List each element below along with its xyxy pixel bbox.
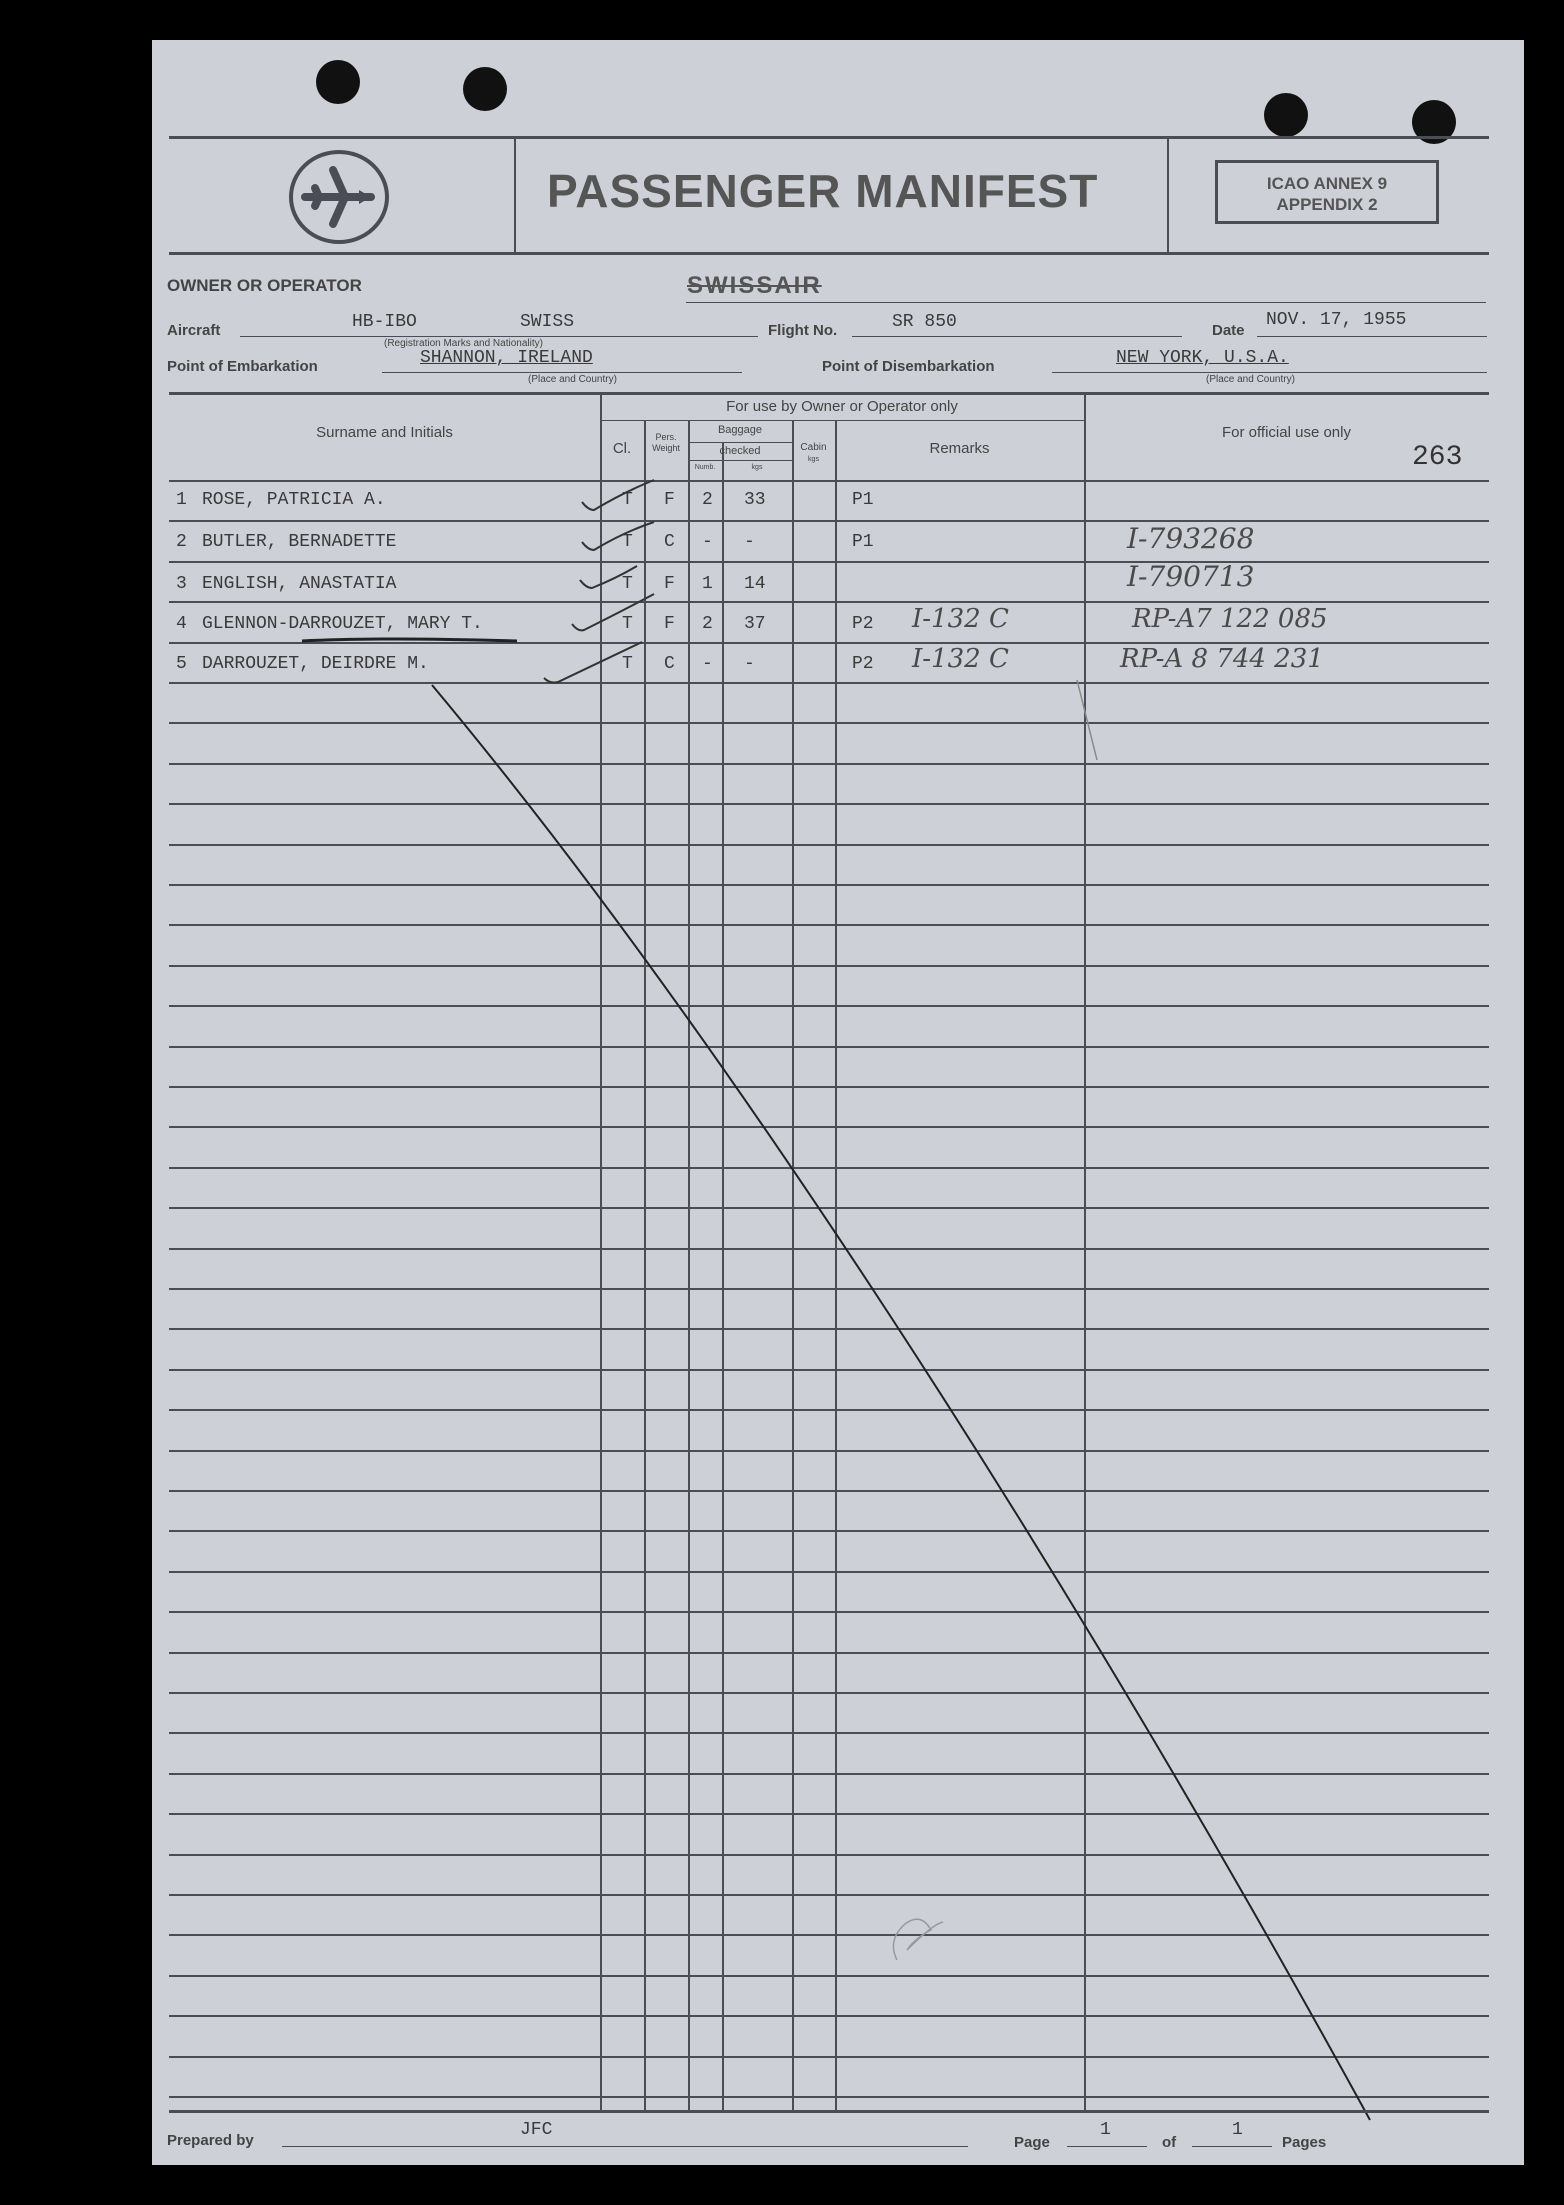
page-number: 263 — [1412, 442, 1463, 473]
aircraft-nationality: SWISS — [520, 312, 575, 332]
check-mark-icon — [580, 566, 637, 588]
void-diagonal-line — [432, 685, 1370, 2120]
weight-cell: C — [664, 654, 675, 674]
col-cabin-kgs-label: kgs — [808, 456, 819, 463]
kgs-cell: 33 — [744, 490, 766, 510]
col-baggage-header: Baggage — [717, 424, 763, 436]
col-owner-group-header: For use by Owner or Operator only — [726, 398, 958, 415]
col-surname-header: Surname and Initials — [316, 424, 453, 441]
manifest-sheet — [152, 40, 1524, 2165]
weight-cell: F — [664, 490, 675, 510]
bags-cell: - — [702, 532, 713, 552]
passenger-name: BUTLER, BERNADETTE — [202, 532, 397, 552]
remarks-handwritten: I-132 C — [912, 604, 1009, 634]
prepared-value: JFC — [520, 2120, 553, 2140]
owner-value: SWISSAIR — [687, 272, 822, 299]
col-checked-header: checked — [719, 445, 761, 457]
row-number: 5 — [176, 654, 187, 674]
aircraft-caption: (Registration Marks and Nationality) — [384, 338, 543, 349]
page-title: PASSENGER MANIFEST — [547, 165, 1099, 217]
pencil-scribble — [893, 1919, 943, 1960]
bags-cell: 2 — [702, 490, 713, 510]
official-use-note: I-790713 — [1127, 560, 1255, 593]
bags-cell: 2 — [702, 614, 713, 634]
bags-cell: - — [702, 654, 713, 674]
pages-value: 1 — [1232, 2120, 1243, 2140]
official-use-note: I-793268 — [1127, 522, 1255, 555]
kgs-cell: 14 — [744, 574, 766, 594]
embark-label: Point of Embarkation — [167, 358, 318, 375]
pencil-mark — [1077, 680, 1097, 760]
col-weight-label: Weight — [652, 443, 680, 453]
kgs-cell: 37 — [744, 614, 766, 634]
kgs-cell: - — [744, 654, 755, 674]
check-mark-icon — [582, 480, 654, 510]
col-cabin-label: Cabin — [800, 442, 827, 453]
check-mark-icon — [544, 642, 642, 683]
flight-label: Flight No. — [768, 322, 838, 339]
check-mark-icon — [572, 594, 654, 630]
annex-line-1: ICAO ANNEX 9 — [1266, 174, 1388, 193]
row-number: 2 — [176, 532, 187, 552]
disembark-caption: (Place and Country) — [1206, 374, 1295, 385]
flight-value: SR 850 — [892, 312, 957, 332]
name-underline — [302, 639, 517, 641]
col-pers-label: Pers. — [655, 432, 677, 442]
passenger-name: ROSE, PATRICIA A. — [202, 490, 386, 510]
row-number: 1 — [176, 490, 187, 510]
col-remarks-header: Remarks — [929, 440, 990, 457]
weight-cell: F — [664, 574, 675, 594]
class-cell: T — [622, 574, 633, 594]
remarks-cell: P1 — [852, 532, 874, 552]
official-use-note: RP-A 8 744 231 — [1120, 644, 1324, 674]
passenger-name: ENGLISH, ANASTATIA — [202, 574, 397, 594]
row-number: 4 — [176, 614, 187, 634]
aircraft-reg: HB-IBO — [352, 312, 417, 332]
row-number: 3 — [176, 574, 187, 594]
embark-value: SHANNON, IRELAND — [420, 348, 593, 368]
kgs-cell: - — [744, 532, 755, 552]
remarks-cell: P2 — [852, 614, 874, 634]
col-cl-header: Cl. — [612, 440, 632, 457]
class-cell: T — [622, 614, 633, 634]
annex-line-2: APPENDIX 2 — [1276, 195, 1378, 214]
disembark-value: NEW YORK, U.S.A. — [1116, 348, 1289, 368]
col-official-header: For official use only — [1222, 424, 1351, 441]
official-use-note: RP-A7 122 085 — [1132, 604, 1328, 634]
weight-cell: C — [664, 532, 675, 552]
check-mark-icon — [582, 522, 654, 550]
prepared-label: Prepared by — [167, 2132, 254, 2149]
col-kgs-header: kgs — [751, 464, 763, 471]
pages-label: Pages — [1282, 2134, 1327, 2151]
page-label: Page — [1014, 2134, 1050, 2151]
passenger-name: GLENNON-DARROUZET, MARY T. — [202, 614, 483, 634]
owner-label: OWNER OR OPERATOR — [167, 276, 362, 295]
aircraft-label: Aircraft — [167, 322, 221, 339]
disembark-label: Point of Disembarkation — [822, 358, 995, 375]
date-label: Date — [1212, 322, 1245, 339]
bags-cell: 1 — [702, 574, 713, 594]
pen-marks — [152, 40, 1524, 2165]
remarks-handwritten: I-132 C — [912, 644, 1009, 674]
class-cell: T — [622, 532, 633, 552]
embark-caption: (Place and Country) — [528, 374, 617, 385]
page-value: 1 — [1100, 2120, 1111, 2140]
passenger-name: DARROUZET, DEIRDRE M. — [202, 654, 429, 674]
col-num-header: Numb. — [694, 464, 716, 471]
remarks-cell: P1 — [852, 490, 874, 510]
date-value: NOV. 17, 1955 — [1266, 310, 1407, 330]
weight-cell: F — [664, 614, 675, 634]
remarks-cell: P2 — [852, 654, 874, 674]
class-cell: T — [622, 654, 633, 674]
of-label: of — [1162, 2134, 1177, 2151]
class-cell: T — [622, 490, 633, 510]
